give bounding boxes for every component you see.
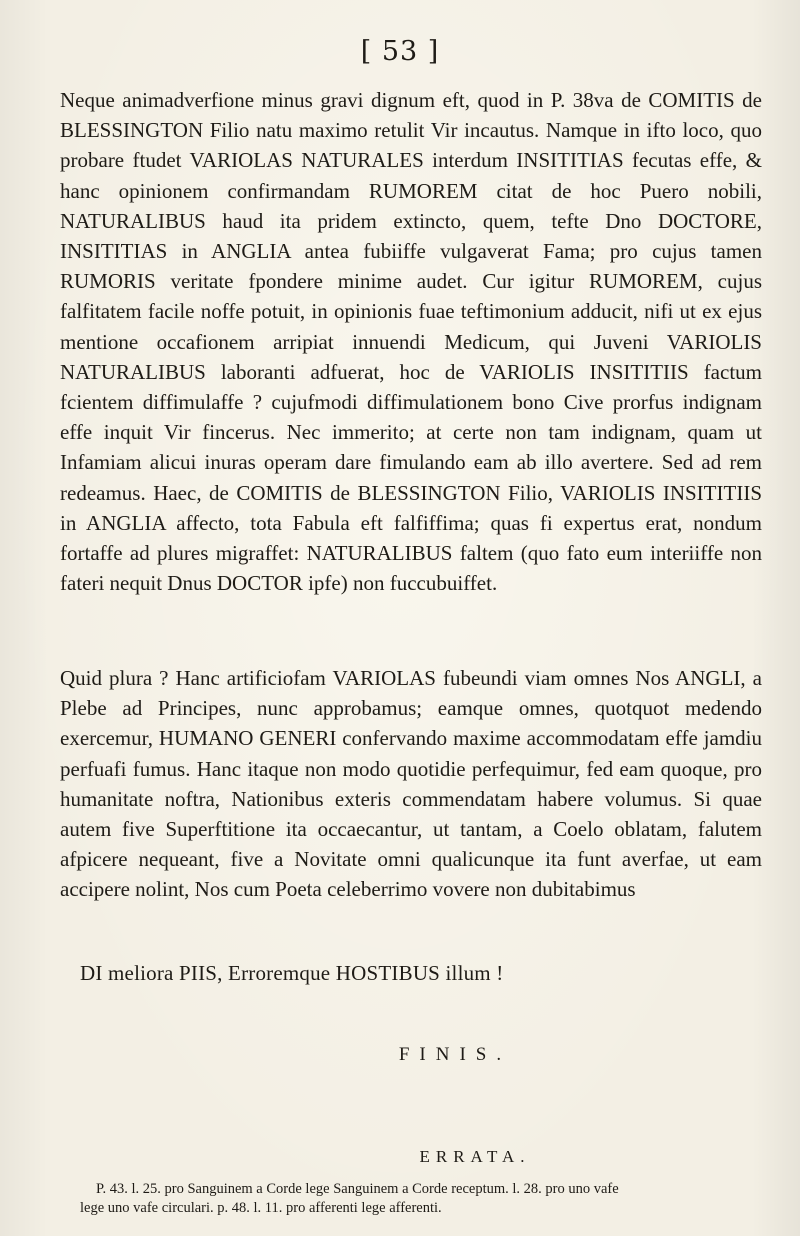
closing-verse: DI meliora PIIS, Erroremque HOSTIBUS illum ! xyxy=(80,961,504,985)
errata-entry-1: P. 43. l. 25. pro Sanguinem a Corde lege Sanguinem a Corde receptum. l. 28. pro uno vafe xyxy=(96,1181,619,1197)
paragraph-1: Neque animadverfione minus gravi dignum eft, quod in P. 38va de COMITIS de BLESSINGTON Filio natu maximo retulit Vir incautus. Namque in ifto loco, quo probare ftudet VARIOLAS NATURALES interdum INSITITIAS fecutas effe, & hanc opinionem confirmandam RUMOREM citat de hoc Puero nobili, NATURALIBUS haud ita pridem extincto, quem, tefte Dno DOCTORE, INSITITIAS in ANGLIA antea fubiiffe vulgaverat Fama; pro cujus tamen RUMORIS veritate fpondere minime audet. Cur igitur RUMOREM, cujus falfitatem facile noffe potuit, in opinionis fuae teftimonium adducit, nifi ut ex ejus mentione occafionem arripiat innuendi Medicum, qui Juveni VARIOLIS NATURALIBUS laboranti adfuerat, hoc de VARIOLIS INSITITIIS factum fcientem diffimulaffe ? cujufmodi diffimulationem bono Cive prorfus indignam effe inquit Vir fincerus. Nec immerito; at certe non tam indignam, quam ut Infamiam alicui inuras operam dare fimulando eam ab illo avertere. Sed ad rem redeamus. Haec, de COMITIS de BLESSINGTON Filio, VARIOLIS INSITITIIS in ANGLIA affecto, tota Fabula eft falfiffima; quas fi expertus erat, nondum fortaffe ad plures migraffet: NATURALIBUS faltem (quo fato eum interiiffe non fateri nequit Dnus DOCTOR ipfe) non fuccubuiffet. xyxy=(60,88,762,596)
errata-heading: ERRATA. xyxy=(419,1147,531,1166)
finis-heading: FINIS. xyxy=(398,1044,512,1065)
errata-entry-2: lege uno vafe circulari. p. 48. l. 11. pro afferenti lege afferenti. xyxy=(80,1200,442,1216)
page-number: [ 53 ] xyxy=(360,36,440,67)
paragraph-2: Quid plura ? Hanc artificiofam VARIOLAS fubeundi viam omnes Nos ANGLI, a Plebe ad Principes, nunc approbamus; eamque omnes, quotquot medendo exercemur, HUMANO GENERI confervando maxime accommodatam effe jamdiu perfuafi fumus. Hanc itaque non modo quotidie perfequimur, fed eam quoque, pro humanitate noftra, Nationibus exteris commendatam habere volumus. Si quae autem five Superftitione ita occaecantur, ut tantam, a Coelo oblatam, falutem afpicere nequeant, five a Novitate omni qualicunque ita funt averfae, ut eam accipere nolint, Nos cum Poeta celeberrimo vovere non dubitabimus xyxy=(60,666,762,902)
